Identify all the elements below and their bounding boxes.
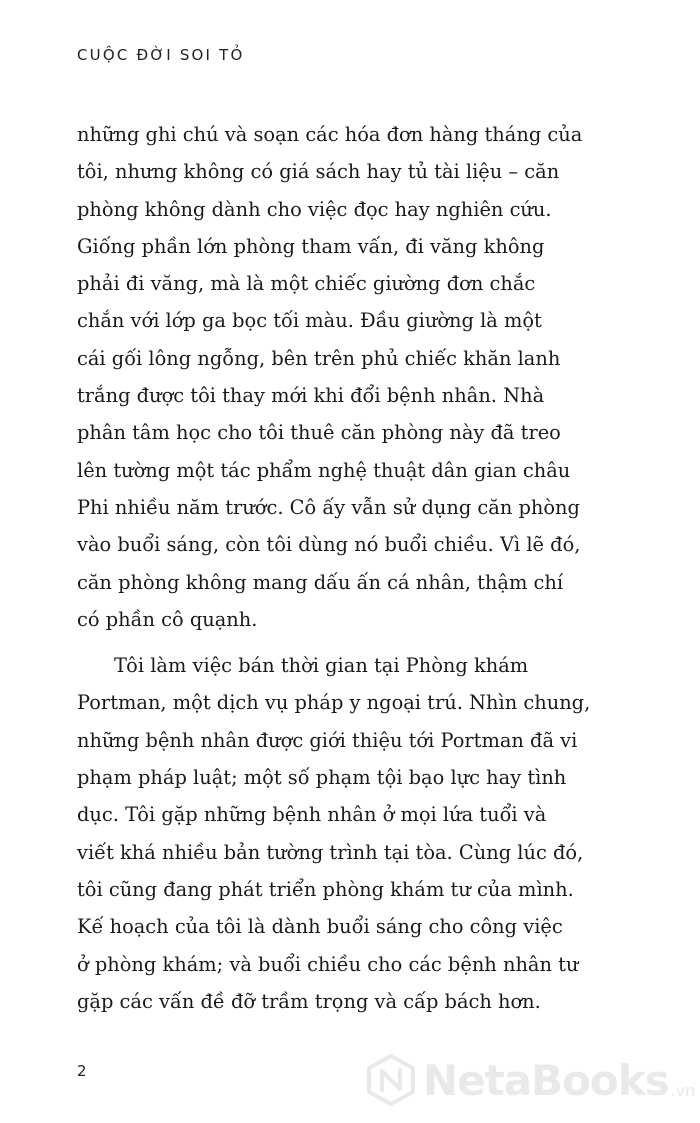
netabooks-logo-icon bbox=[365, 1054, 417, 1106]
text-line: Kế hoạch của tôi là dành buổi sáng cho công việc bbox=[77, 915, 563, 939]
text-line: trắng được tôi thay mới khi đổi bệnh nhân. Nhà bbox=[77, 384, 545, 408]
watermark-brand: NetaBooks bbox=[423, 1055, 669, 1105]
text-line: tôi cũng đang phát triển phòng khám tư của mình. bbox=[77, 877, 574, 901]
page-number: 2 bbox=[77, 1062, 87, 1080]
text-line: căn phòng không mang dấu ấn cá nhân, thậm chí bbox=[77, 570, 564, 594]
body-text bbox=[77, 116, 637, 1020]
text-line: Portman, một dịch vụ pháp y ngoại trú. Nhìn chung, bbox=[77, 691, 591, 715]
text-line: cái gối lông ngỗng, bên trên phủ chiếc khăn lanh bbox=[77, 346, 561, 370]
watermark-tld: .vn bbox=[670, 1081, 696, 1100]
text-line: chắn với lớp ga bọc tối màu. Đầu giường là một bbox=[77, 309, 542, 333]
text-line: dục. Tôi gặp những bệnh nhân ở mọi lứa tuổi và bbox=[77, 803, 547, 827]
paragraph-2 bbox=[77, 647, 637, 1020]
text-line: Phi nhiều năm trước. Cô ấy vẫn sử dụng căn phòng bbox=[77, 495, 580, 519]
text-line: viết khá nhiều bản tường trình tại tòa. Cùng lúc đó, bbox=[77, 840, 584, 864]
running-header-title: CUỘC ĐỜI SOI TỎ bbox=[77, 46, 245, 64]
watermark bbox=[365, 1050, 695, 1110]
text-line: tôi, nhưng không có giá sách hay tủ tài liệu – căn bbox=[77, 160, 560, 184]
text-line: lên tường một tác phẩm nghệ thuật dân gian châu bbox=[77, 458, 571, 482]
text-line: phải đi văng, mà là một chiếc giường đơn chắc bbox=[77, 272, 536, 296]
text-line: vào buổi sáng, còn tôi dùng nó buổi chiều. Vì lẽ đó, bbox=[77, 533, 581, 557]
text-line: phạm pháp luật; một số phạm tội bạo lực hay tình bbox=[77, 766, 567, 790]
text-line: phòng không dành cho việc đọc hay nghiên cứu. bbox=[77, 197, 552, 221]
paragraph-1 bbox=[77, 116, 637, 638]
text-line: những bệnh nhân được giới thiệu tới Portman đã vi bbox=[77, 728, 578, 752]
text-line: Tôi làm việc bán thời gian tại Phòng khám bbox=[114, 654, 529, 678]
text-line: ở phòng khám; và buổi chiều cho các bệnh nhân tư bbox=[77, 952, 579, 976]
text-line: có phần cô quạnh. bbox=[77, 607, 258, 631]
text-line: Giống phần lớn phòng tham vấn, đi văng không bbox=[77, 234, 545, 258]
text-line: những ghi chú và soạn các hóa đơn hàng tháng của bbox=[77, 123, 583, 146]
text-line: gặp các vấn đề đỡ trầm trọng và cấp bách hơn. bbox=[77, 989, 541, 1013]
text-line: phân tâm học cho tôi thuê căn phòng này đã treo bbox=[77, 421, 561, 445]
